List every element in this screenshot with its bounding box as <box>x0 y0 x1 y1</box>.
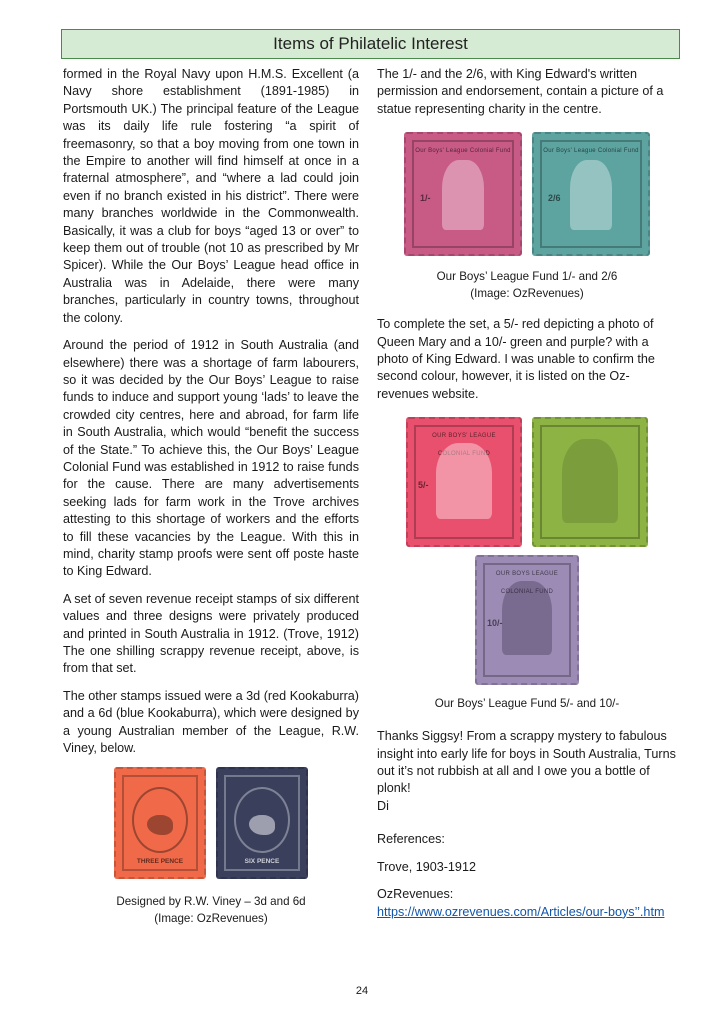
caption-line: Our Boys’ League Fund 1/- and 2/6 <box>436 270 618 284</box>
paragraph: Thanks Siggsy! From a scrappy mystery to fabulous insight into early life for boys in South Australia, Turns out it’s not rubbish at all and I owe you a bottle of plonk! <box>377 729 676 796</box>
left-column <box>63 66 359 937</box>
stamp-2s6d-charity <box>532 132 650 256</box>
charity-statue-icon <box>442 160 484 230</box>
charity-stamps-figure <box>377 132 677 256</box>
stamp-5s-value: 5/- <box>418 480 429 491</box>
signature: Di <box>377 798 389 813</box>
charity-statue-icon <box>570 160 612 230</box>
page-number: 24 <box>355 985 369 997</box>
stamp-3d-label: THREE PENCE <box>136 858 184 866</box>
ozrevenues-link[interactable]: https://www.ozrevenues.com/Articles/our-boys’’.htm <box>377 904 665 919</box>
paragraph: Around the period of 1912 in South Australia (and elsewhere) there was a shortage of farm labourers, so it was decided by the Our Boys’ League to raise funds to induce and support young ‘lads’ to leave the crowded city centres, here and abroad, for farm life in South Australia, which would “benefit the success of the State.” To achieve this, the Our Boys’ League Colonial Fund was established in 1912 to raise funds for the cause. There are many advertisements seeking lads for farm work in the Trove archives attesting to this shortage of workers and the efforts to fill these vacancies by the League. With this in mind, charity stamp proofs were sent off poste haste to King Edward. <box>63 338 359 579</box>
figure-caption <box>63 893 359 927</box>
paragraph: To complete the set, a 5/- red depicting a photo of Queen Mary and a 10/- green and purple? with a photo of King Edward. I was unable to confirm the second colour, however, it is listed on the Oz-revenues website. <box>377 317 655 401</box>
portrait-queen-mary <box>436 443 492 519</box>
caption-line: Designed by R.W. Viney – 3d and 6d <box>116 895 306 909</box>
stamp-5s-queen-mary <box>406 417 522 547</box>
reference-item <box>377 886 677 921</box>
purple-stamp-figure <box>377 555 677 685</box>
kookaburra-stamps-figure <box>63 767 359 879</box>
caption-credit: (Image: OzRevenues) <box>470 287 584 301</box>
portrait-stamps-figure <box>377 417 677 547</box>
stamp-6d-blue-kookaburra <box>216 767 308 879</box>
stamp-6d-label: SIX PENCE <box>244 858 280 866</box>
paragraph: The other stamps issued were a 3d (red Kookaburra) and a 6d (blue Kookaburra), which were designed by a young Australian member of the League, R.W. Viney, below. <box>63 688 359 756</box>
stamp-26-value: 2/6 <box>548 193 561 204</box>
kookaburra-icon <box>147 815 173 835</box>
paragraph: formed in the Royal Navy upon H.M.S. Excellent (a Navy shore establishment (1891-1985) in Portsmouth UK.) The principal feature of the League was its daily life rule fostering “a spirit of freemasonry, so that a boy moving from one town in the Empire to another will find himself at once in a fraternal atmosphere”, and “where a lad could join even if no branch existed in his district”. There were many branches worldwide in the Commonwealth. Basically, it was a club for boys “aged 13 or over” to keep them out of trouble (not 10 as prescribed by Mr Spicer). While the Our Boys’ League head office in Australia was in Adelaide, there were many branches, particularly in country towns, throughout the colony. <box>63 67 359 325</box>
reference-prefix: OzRevenues: <box>377 887 454 902</box>
stamp-26-top-text: Our Boys' League Colonial Fund <box>543 148 639 155</box>
stamp-5s-top-text: OUR BOYS' LEAGUE COLONIAL FUND <box>432 433 496 457</box>
portrait-king <box>562 439 618 523</box>
stamp-1s-top-text: Our Boys' League Colonial Fund <box>415 148 511 155</box>
stamp-3d-red-kookaburra <box>114 767 206 879</box>
stamp-10s-king-purple <box>475 555 579 685</box>
kookaburra-icon <box>249 815 275 835</box>
paragraph: The 1/- and the 2/6, with King Edward's written permission and endorsement, contain a picture of a statue representing charity in the centre. <box>377 67 664 116</box>
paragraph: A set of seven revenue receipt stamps of six different values and three designs were privately produced and printed in South Australia in 1912. (Trove, 1912) The one shilling scrappy revenue receipt, above, is from that set. <box>63 591 359 676</box>
page-header <box>61 29 680 59</box>
portrait-king <box>502 581 552 655</box>
figure-caption <box>377 695 677 712</box>
stamp-10s-value: 10/- <box>487 618 503 629</box>
stamp-10s-top-text: OUR BOYS LEAGUE COLONIAL FUND <box>495 571 559 595</box>
right-column <box>377 66 677 931</box>
references-title: References: <box>377 832 445 847</box>
reference-item: Trove, 1903-1912 <box>377 859 476 874</box>
caption-line: Our Boys’ League Fund 5/- and 10/- <box>434 697 620 711</box>
caption-credit: (Image: OzRevenues) <box>154 912 268 926</box>
figure-caption <box>377 268 677 302</box>
stamp-10s-king-green <box>532 417 648 547</box>
stamp-1s-value: 1/- <box>420 193 431 204</box>
header-title: Items of Philatelic Interest <box>273 34 468 53</box>
stamp-1s-charity <box>404 132 522 256</box>
